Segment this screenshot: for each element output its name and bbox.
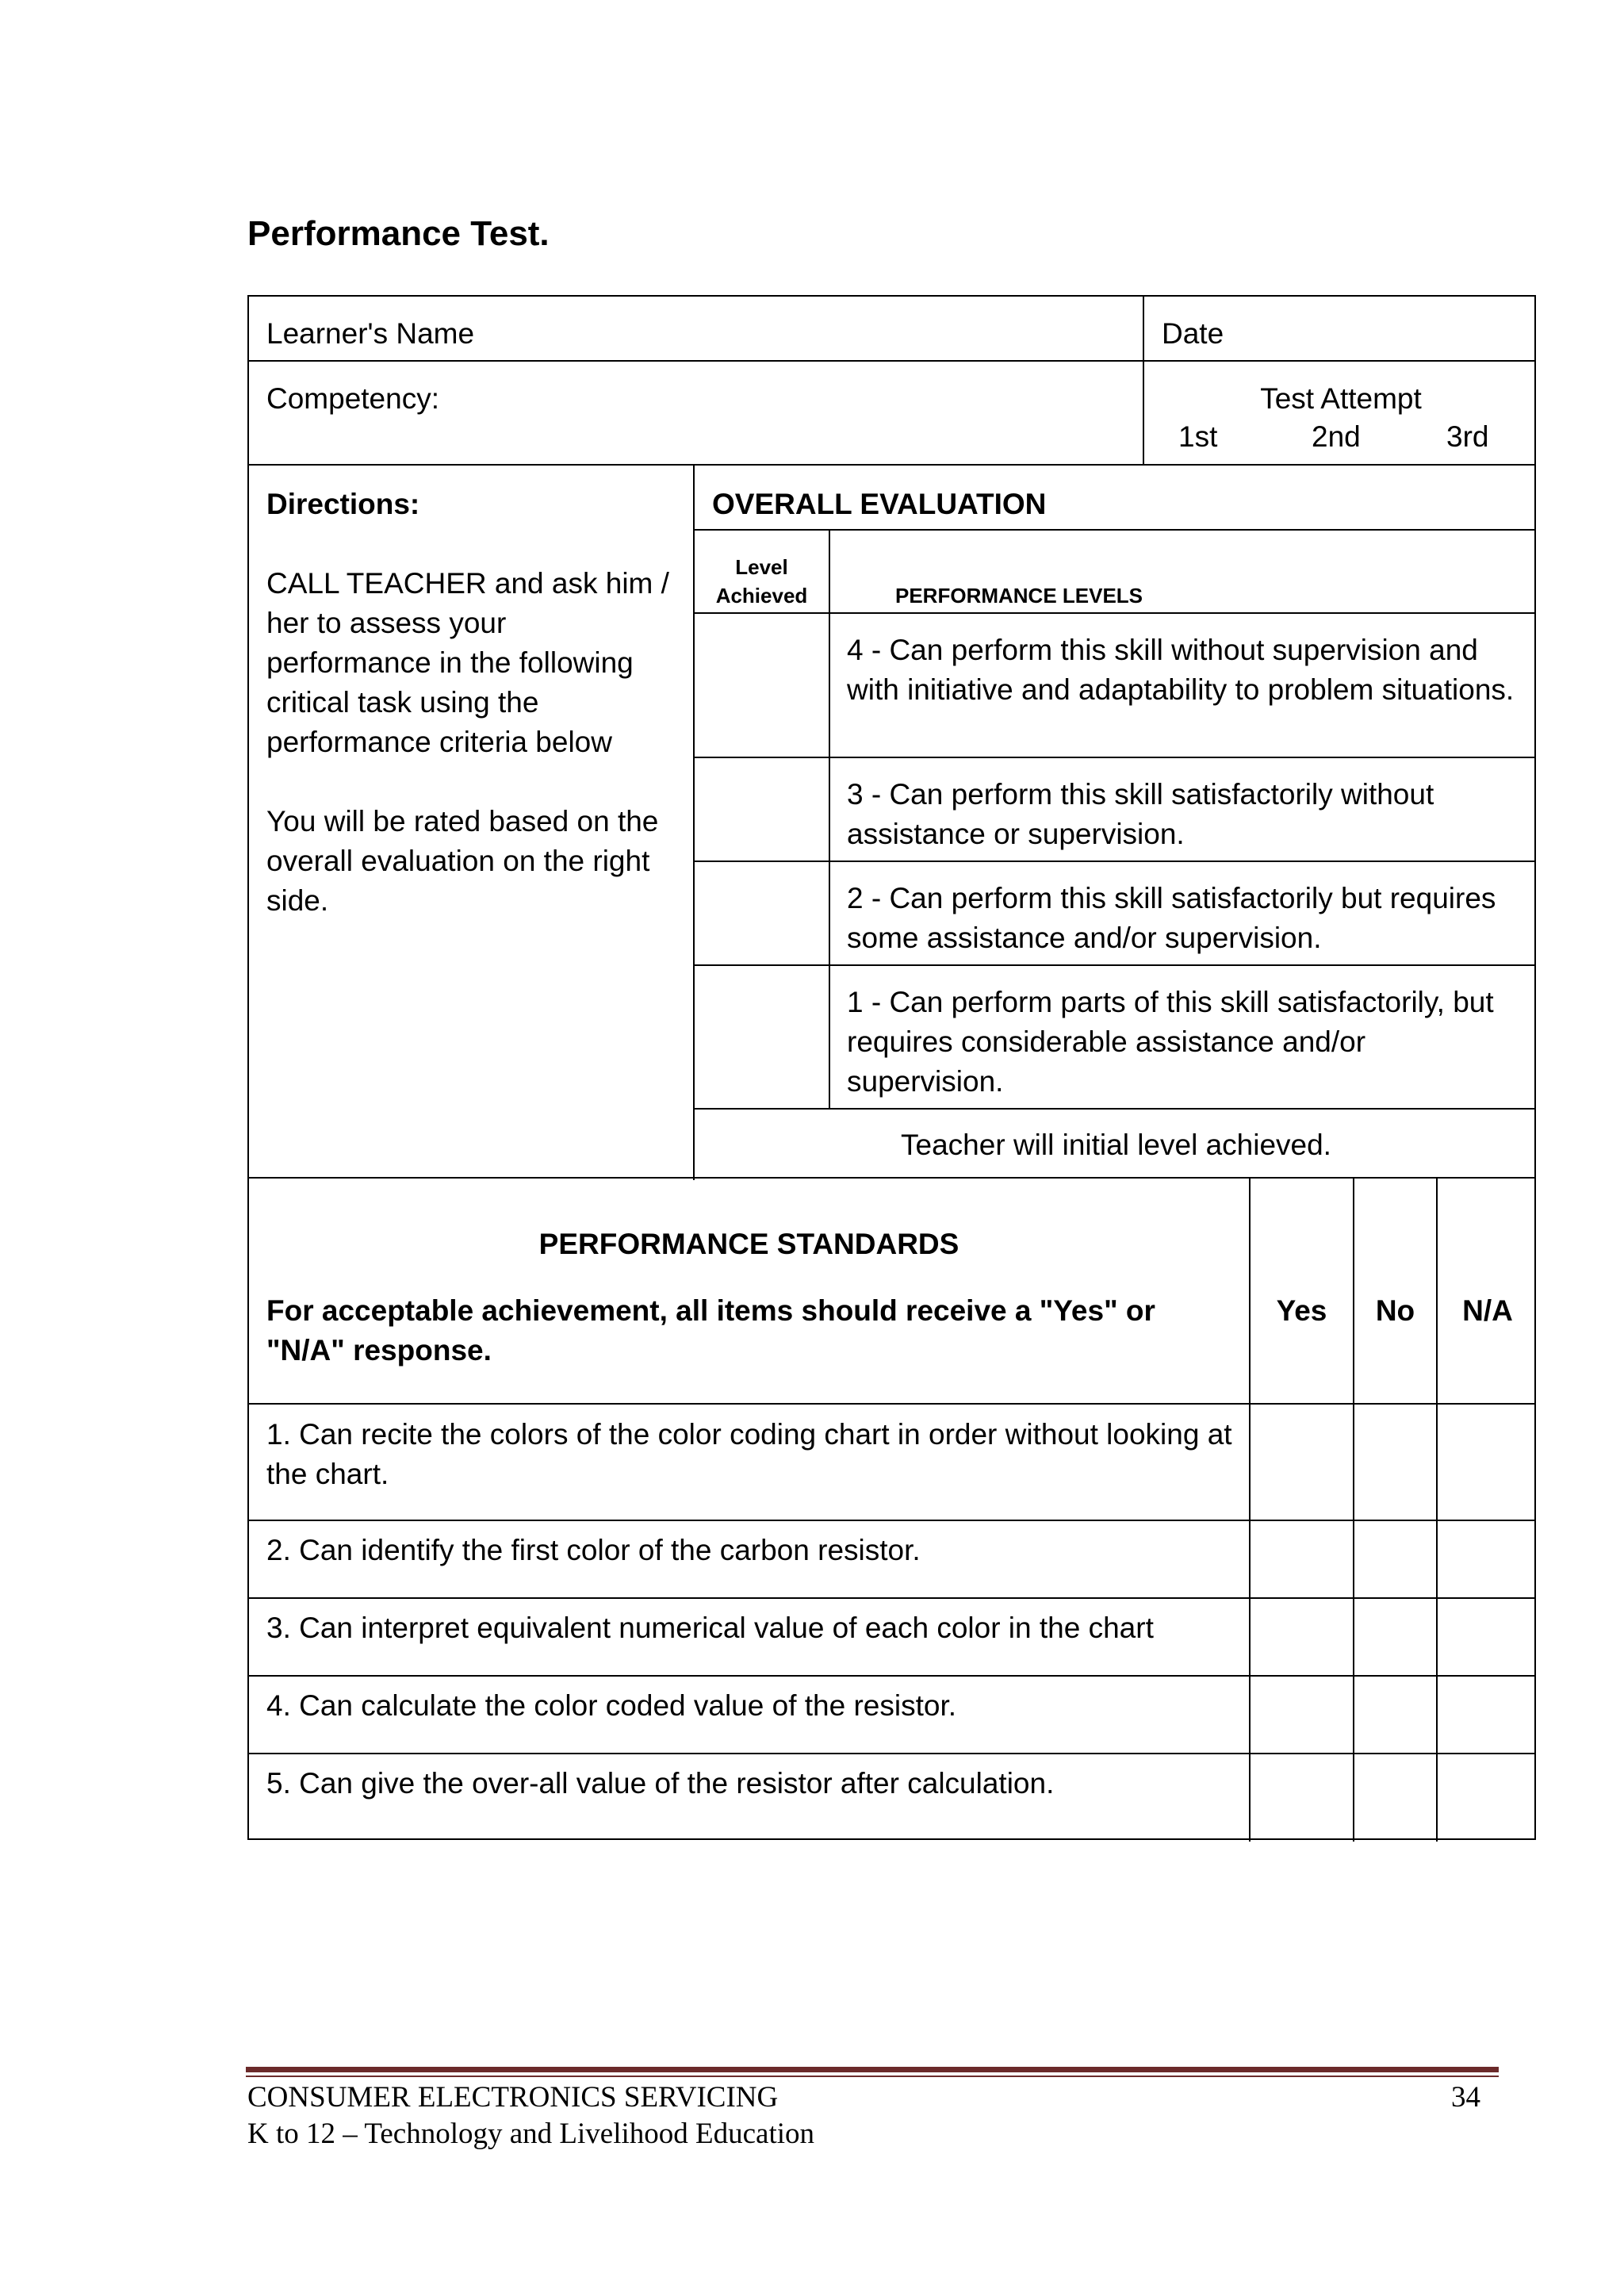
directions-paragraph-1: CALL TEACHER and ask him / her to assess your performance in the following critical task using the performance criteria below	[266, 567, 669, 758]
level-achieved-label: Level Achieved	[715, 555, 808, 608]
standards-heading: PERFORMANCE STANDARDS	[538, 1228, 959, 1260]
footer-rule-thin	[246, 2076, 1499, 2077]
standard-item-5: 5. Can give the over-all value of the resistor after calculation.	[266, 1767, 1055, 1800]
page-number: 34	[1451, 2081, 1480, 2114]
standards-subheading: For acceptable achievement, all items should receive a "Yes" or "N/A" response.	[266, 1294, 1155, 1366]
column-na: N/A	[1462, 1294, 1513, 1327]
footer-rule	[246, 2067, 1499, 2072]
attempt-1st: 1st	[1178, 420, 1218, 453]
standard-item-2: 2. Can identify the first color of the carbon resistor.	[266, 1534, 921, 1566]
teacher-note: Teacher will initial level achieved.	[901, 1129, 1331, 1161]
standard-item-3: 3. Can interpret equivalent numerical value of each color in the chart	[266, 1612, 1154, 1644]
performance-level-3: 3 - Can perform this skill satisfactorily without assistance or supervision.	[847, 778, 1434, 850]
performance-levels-label: PERFORMANCE LEVELS	[895, 584, 1143, 608]
page-title: Performance Test.	[247, 214, 550, 253]
attempt-2nd: 2nd	[1312, 420, 1361, 453]
evaluation-table	[247, 464, 1536, 1179]
directions-paragraph-2: You will be rated based on the overall evaluation on the right side.	[266, 805, 659, 917]
column-yes: Yes	[1276, 1294, 1327, 1327]
footer-course-title: CONSUMER ELECTRONICS SERVICING	[247, 2081, 779, 2114]
attempt-3rd: 3rd	[1446, 420, 1489, 453]
performance-level-1: 1 - Can perform parts of this skill satisfactorily, but requires considerable assistance and/or supervision.	[847, 986, 1494, 1098]
performance-level-2: 2 - Can perform this skill satisfactorily but requires some assistance and/or supervision.	[847, 882, 1496, 954]
competency-label: Competency:	[266, 382, 439, 415]
column-no: No	[1375, 1294, 1415, 1327]
standard-item-1: 1. Can recite the colors of the color coding chart in order without looking at the chart.	[266, 1418, 1232, 1490]
standard-item-4: 4. Can calculate the color coded value of the resistor.	[266, 1689, 957, 1722]
overall-evaluation-heading: OVERALL EVALUATION	[712, 488, 1047, 520]
learner-info-table	[247, 295, 1536, 466]
test-attempt-label: Test Attempt	[1260, 382, 1422, 415]
performance-level-4: 4 - Can perform this skill without supervision and with initiative and adaptability to problem situations.	[847, 634, 1515, 706]
learners-name-label: Learner's Name	[266, 317, 475, 350]
standards-table	[247, 1177, 1536, 1840]
directions-heading: Directions:	[266, 488, 420, 520]
date-label: Date	[1162, 317, 1224, 350]
footer-subtitle: K to 12 – Technology and Livelihood Education	[247, 2118, 815, 2150]
